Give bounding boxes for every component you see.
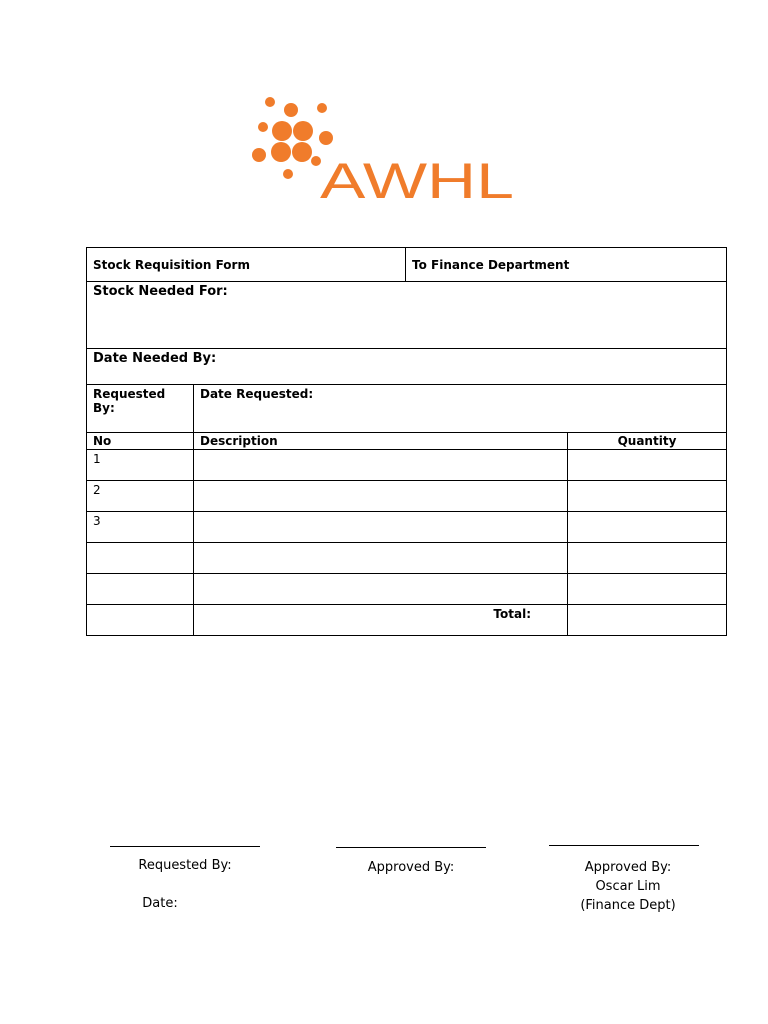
finance-approved-signature-line[interactable]	[549, 845, 699, 846]
row-no: 1	[87, 450, 194, 481]
date-needed-by-label: Date Needed By:	[93, 351, 217, 366]
finance-approver-name: Oscar Lim	[595, 879, 661, 894]
requested-by-label: Requested By:	[93, 387, 166, 415]
date-needed-by-row	[87, 349, 727, 385]
row-description[interactable]	[194, 512, 568, 543]
table-row	[87, 574, 727, 605]
requested-row	[87, 385, 727, 433]
logo-wordmark: AWHL	[320, 153, 514, 204]
finance-approved-label: Approved By:	[584, 860, 672, 875]
form-department: To Finance Department	[406, 248, 727, 282]
items-header-row	[87, 433, 727, 450]
row-no: 2	[87, 481, 194, 512]
requested-by-field[interactable]	[87, 385, 194, 433]
date-requested-field[interactable]	[194, 385, 727, 433]
requested-by-signature-line[interactable]	[110, 846, 260, 847]
table-row	[87, 450, 727, 481]
form-header-row	[87, 248, 727, 282]
table-row	[87, 512, 727, 543]
row-quantity[interactable]	[568, 543, 727, 574]
requested-by-signature-label: Requested By:	[138, 858, 232, 873]
col-header-quantity: Quantity	[568, 433, 727, 450]
row-description[interactable]	[194, 481, 568, 512]
stock-needed-for-field[interactable]	[87, 282, 727, 349]
total-blank-cell	[87, 605, 194, 636]
col-header-no: No	[87, 433, 194, 450]
approved-by-signature-line[interactable]	[336, 847, 486, 848]
col-header-description: Description	[194, 433, 568, 450]
row-no: 3	[87, 512, 194, 543]
row-no	[87, 574, 194, 605]
finance-dept-label: (Finance Dept)	[580, 898, 676, 913]
row-description[interactable]	[194, 574, 568, 605]
row-quantity[interactable]	[568, 574, 727, 605]
finance-signature-block	[549, 858, 707, 915]
date-requested-label: Date Requested:	[200, 387, 314, 401]
total-value-field[interactable]	[568, 605, 727, 636]
requested-date-label: Date:	[142, 896, 178, 911]
stock-needed-for-row	[87, 282, 727, 349]
total-label: Total:	[194, 605, 568, 636]
requisition-form-table	[86, 247, 727, 636]
row-quantity[interactable]	[568, 450, 727, 481]
row-description[interactable]	[194, 450, 568, 481]
row-description[interactable]	[194, 543, 568, 574]
row-quantity[interactable]	[568, 512, 727, 543]
awhl-logo	[248, 92, 520, 204]
row-quantity[interactable]	[568, 481, 727, 512]
form-title: Stock Requisition Form	[87, 248, 406, 282]
table-row	[87, 543, 727, 574]
total-row	[87, 605, 727, 636]
table-row	[87, 481, 727, 512]
stock-needed-for-label: Stock Needed For:	[93, 284, 228, 299]
approved-by-signature-label: Approved By:	[367, 860, 455, 875]
date-needed-by-field[interactable]	[87, 349, 727, 385]
row-no	[87, 543, 194, 574]
